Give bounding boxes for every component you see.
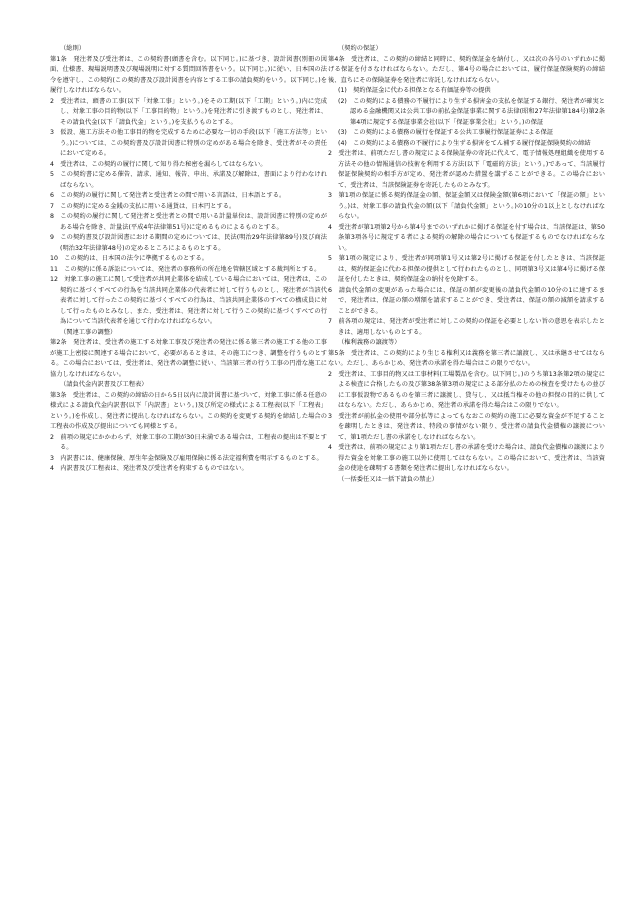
clause-paragraph: 3 受注者が前払金の使用や部分払等によってもなおこの契約の施工に必要な資金が不足することを疎明したときは、発注者は、特段の事情がない限り、受注者の請負代金債権の譲渡について、第1項ただし書の承諾をしなければならない。: [328, 412, 605, 441]
section-heading: （関連工事の調整）: [60, 328, 117, 336]
article-paragraph: [328, 349, 605, 370]
section-heading: （総則）: [60, 45, 85, 52]
clause-paragraph: 10 この契約は、日本国の法令に準拠するものとする。: [50, 255, 208, 262]
list-item: (3) この契約による債務の履行を保証する公共工事履行保証証券による保証: [338, 129, 554, 136]
article-paragraph: [328, 55, 605, 87]
clause-paragraph: 4 内訳書及び工程表は、発注者及び受注者を拘束するものではない。: [50, 465, 248, 472]
right-column: [328, 44, 605, 485]
list-item: (4) この契約による債務の不履行により生ずる損害をてん補する履行保証保険契約の締結: [338, 139, 591, 147]
article-paragraph: [50, 55, 327, 97]
clause-paragraph: 2 受注者は、頭書の工事(以下「対象工事」という。)をその工期(以下「工期」という。)内に完成し、対象工事の目的物(以下「工事目的物」という。)を発注者に引き渡すものとし、発注者は、その請負代金(以下「請負代金」という。)を支払うものとする。: [50, 97, 327, 126]
article-paragraph: [50, 391, 327, 433]
article-number: 第5条: [328, 349, 345, 357]
section-heading: （一括委任又は一括下請負の禁止）: [338, 475, 438, 483]
article-number: 第3条: [50, 391, 67, 399]
left-column: [50, 44, 327, 475]
article-text: 発注者及び受注者は、この契約書(頭書を含む。以下同じ。)に基づき、設計図書(別冊の図面、仕様書、現場説明書及び現場説明に対する質問回答書をいう。以下同じ。)に従い、日本国の法令を遵守し、この契約(この契約書及び設計図書を内容とする工事の請負契約をいう。以下同じ。)を履行しなければならない。: [50, 55, 328, 94]
article-paragraph: [50, 338, 327, 380]
article-text: 受注者は、この契約の締結の日から5日以内に設計図書に基づいて、対象工事に係る任意の様式による請負代金内訳書(以下「内訳書」という。)及び所定の様式による工程表(以下「工程表」という。)を作成し、発注者に提出しなければならない。この契約を変更する契約を締結した場合の工程表の作成及び提出についても同様とする。: [50, 391, 327, 430]
clause-paragraph: 5 この契約書に定める催告、請求、通知、報告、申出、承諾及び解除は、書面により行わなければならない。: [50, 171, 327, 189]
section-heading: （権利義務の譲渡等）: [338, 339, 401, 346]
clause-paragraph: 6 この契約の履行に関して発注者と受注者との間で用いる言語は、日本語とする。: [50, 192, 286, 199]
section-heading: （契約の保証）: [338, 45, 382, 52]
clause-paragraph: 2 前項の規定にかかわらず、対象工事の工期が30日未満である場合は、工程表の提出は不要とする。: [50, 433, 327, 451]
clause-paragraph: 5 第1項の規定により、受注者が同項第1号又は第2号に掲げる保証を付したときは、当該保証は、契約保証金に代わる担保の提供として行われたものとし、同項第3号又は第4号に掲げる保証を付したときは、契約保証金の納付を免除する。: [328, 255, 605, 283]
article-text: 受注者は、この契約の締結と同時に、契約保証金を納付し、又は次の各号のいずれかに掲げる保証を付さなければならない。ただし、第4号の場合においては、履行保証保険契約の締結後、直ちにその保険証券を発注者に寄託しなければならない。: [328, 55, 606, 84]
clause-paragraph: 4 受注者は、この契約の履行に関して知り得た秘密を漏らしてはならない。: [50, 160, 267, 168]
clause-paragraph: 12 対象工事の施工に関して受注者が共同企業体を結成している場合においては、発注者は、この契約に基づくすべての行為を当該共同企業体の代表者に対して行うものとし、発注者が当該代表者に対して行ったこの契約に基づくすべての行為は、当該共同企業体のすべての構成員に対して行ったものとみなし、また、受注者は、発注者に対して行うこの契約に基づくすべての行為について当該代表者を通じて行わなければならない。: [50, 276, 327, 325]
section-heading: （請負代金内訳書及び工程表）: [60, 381, 148, 388]
clause-paragraph: 11 この契約に係る訴訟については、発注者の事務所の所在地を管轄区域とする裁判所とする。: [50, 265, 321, 273]
clause-paragraph: 4 受注者は、前項の規定により第1項ただし書の承諾を受けた場合は、請負代金債権の譲渡により得た資金を対象工事の施工以外に使用してはならない。この場合において、受注者は、当該資金の使途を疎明する書類を発注者に提出しなければならない。: [328, 444, 605, 472]
list-item: (1) 契約保証金に代わる担保となる有価証券等の提供: [338, 87, 491, 94]
clause-paragraph: 3 第1項の保証に係る契約保証金の額、保証金額又は保険金額(第6項において「保証の額」という。)は、対象工事の請負代金の額(以下「請負代金額」という。)の10分の1以上としなければならない。: [328, 192, 605, 220]
clause-paragraph: 7 前各項の規定は、発注者が受注者に対しこの契約の保証を必要としない旨の意思を表示したときは、適用しないものとする。: [328, 318, 605, 336]
clause-paragraph: 8 この契約の履行に関して発注者と受注者との間で用いる計量単位は、設計図書に特別の定めがある場合を除き、計量法(平成4年法律第51号)に定めるものによるものとする。: [50, 213, 327, 231]
list-item: (2) この契約による債務の不履行により生ずる損害金の支払を保証する銀行、発注者が確実と認める金融機関又は公共工事の前払金保証事業に関する法律(昭和27年法律第184号)第2条第4項に規定する保証事業会社(以下「保証事業会社」という。)の保証: [338, 97, 605, 126]
clause-paragraph: 3 仮設、施工方法その他工事目的物を完成するために必要な一切の手段(以下「施工方法等」という。)については、この契約書及び設計図書に特別の定めがある場合を除き、受注者がその責任において定める。: [50, 129, 327, 157]
article-text: 発注者は、受注者の施工する対象工事及び発注者の発注に係る第三者の施工する他の工事が施工上密接に関連する場合において、必要があるときは、その施工につき、調整を行うものとする。この場合においては、受注者は、発注者の調整に従い、当該第三者の行う工事の円滑な施工に協力しなければならない。: [50, 339, 328, 378]
clause-paragraph: 7 この契約に定める金銭の支払に用いる通貨は、日本円とする。: [50, 202, 236, 210]
article-text: 受注者は、この契約により生じる権利又は義務を第三者に譲渡し、又は承継させてはならない。ただし、あらかじめ、発注者の承諾を得た場合はこの限りでない。: [328, 349, 606, 367]
article-number: 第2条: [50, 339, 67, 346]
clause-paragraph: 2 受注者は、工事目的物又は工事材料(工場製品を含む。以下同じ。)のうち第13条第2項の規定による検査に合格したもの及び第38条第3項の規定による部分払のための検査を受けたもの並びに工事仮設物であるものを第三者に譲渡し、貸与し、又は抵当権その他の担保の目的に供してはならない。ただし、あらかじめ、発注者の承諾を得た場合はこの限りでない。: [328, 370, 605, 409]
article-number: 第4条: [328, 55, 345, 63]
article-number: 第1条: [50, 55, 67, 63]
clause-paragraph: 4 受注者が第1項第2号から第4号までのいずれかに掲げる保証を付す場合は、当該保証は、第50条第3項各号に規定する者による契約の解除の場合についても保証するものでなければならない。: [328, 223, 605, 252]
clause-paragraph: 6 請負代金額の変更があった場合には、保証の額が変更後の請負代金額の10分の1に達するまで、発注者は、保証の額の増額を請求することができ、受注者は、保証の額の減額を請求することができる。: [328, 286, 605, 315]
clause-paragraph: 2 受注者は、前項ただし書の規定による保険証券の寄託に代えて、電子情報処理組織を使用する方法その他の情報通信の技術を利用する方法(以下「電磁的方法」という。)であって、当該履行保証保険契約の相手方が定め、発注者が認めた措置を講ずることができる。この場合において、受注者は、当該保険証券を寄託したものとみなす。: [328, 150, 605, 189]
clause-paragraph: 9 この契約書及び設計図書における期間の定めについては、民法(明治29年法律第89号)及び商法(明治32年法律第48号)の定めるところによるものとする。: [50, 234, 327, 252]
clause-paragraph: 3 内訳書には、健康保険、厚生年金保険及び雇用保険に係る法定福利費を明示するものとする。: [50, 454, 323, 462]
